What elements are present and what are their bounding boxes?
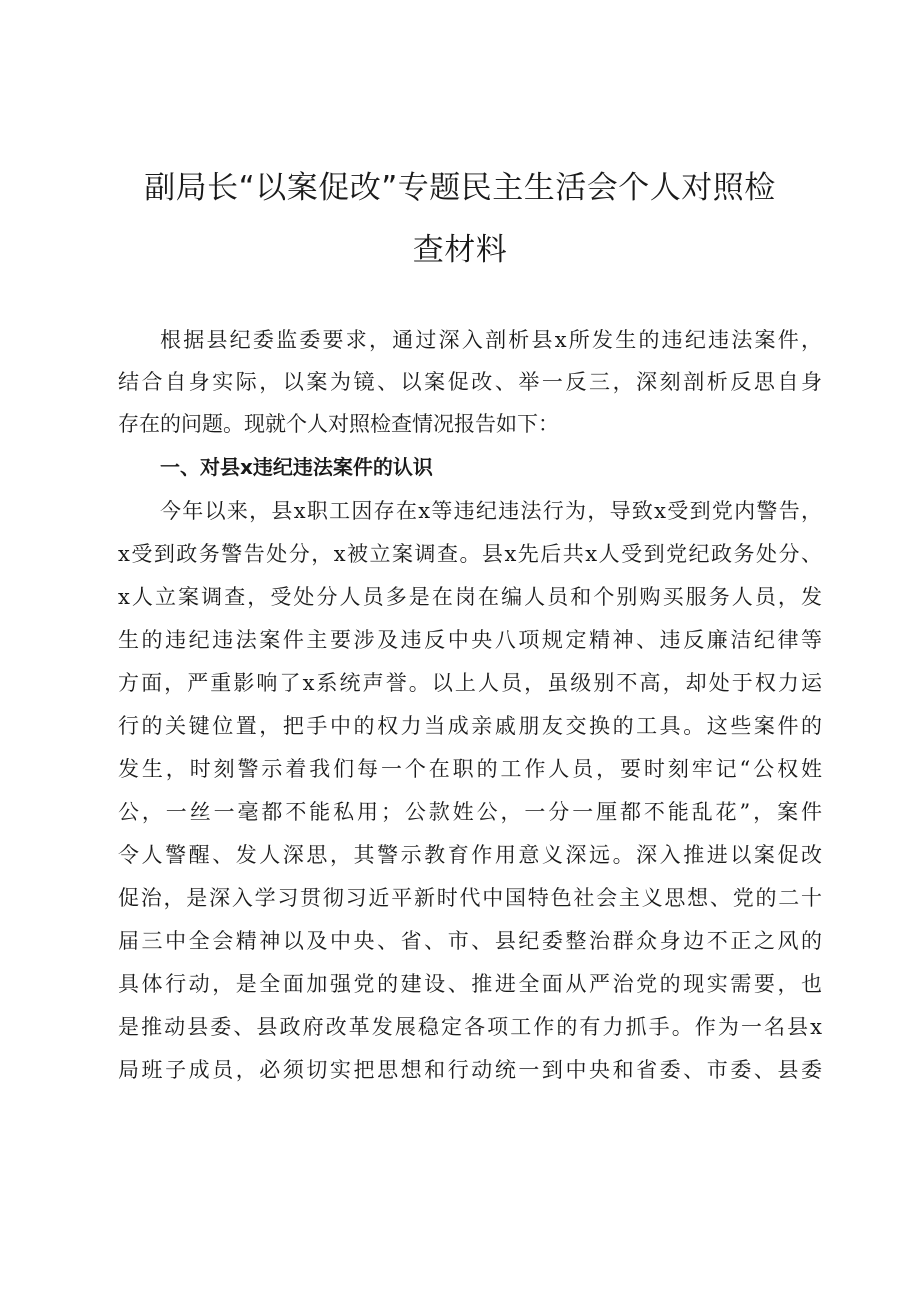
document-title-line-1: 副局长“以案促改”专题民主生活会个人对照检 [144, 170, 776, 206]
body-line: 行的关键位置，把手中的权力当成亲戚朋友交换的工具。这些案件的 [118, 714, 822, 738]
body-line: 具体行动，是全面加强党的建设、推进全面从严治党的现实需要，也 [118, 972, 822, 996]
body-line: 发生，时刻警示着我们每一个在职的工作人员，要时刻牢记“公权姓 [118, 757, 822, 781]
intro-line: 存在的问题。现就个人对照检查情况报告如下： [118, 412, 559, 436]
body-line: 促治，是深入学习贯彻习近平新时代中国特色社会主义思想、党的二十 [118, 886, 822, 910]
body-line: x人立案调查，受处分人员多是在岗在编人员和个别购买服务人员，发 [118, 585, 822, 609]
intro-line: 结合自身实际，以案为镜、以案促改、举一反三，深刻剖析反思自身 [118, 370, 822, 394]
body-line: 方面，严重影响了x系统声誉。以上人员，虽级别不高，却处于权力运 [118, 671, 822, 695]
document-title-line-2: 查材料 [412, 232, 508, 268]
body-line: 局班子成员，必须切实把思想和行动统一到中央和省委、市委、县委 [118, 1058, 822, 1082]
section-heading: 一、对县x违纪违法案件的认识 [160, 455, 433, 479]
body-line: 届三中全会精神以及中央、省、市、县纪委整治群众身边不正之风的 [118, 929, 822, 953]
body-line: 公，一丝一毫都不能私用；公款姓公，一分一厘都不能乱花”，案件 [118, 800, 822, 824]
body-line: 是推动县委、县政府改革发展稳定各项工作的有力抓手。作为一名县x [118, 1015, 822, 1039]
body-line: 今年以来，县x职工因存在x等违纪违法行为，导致x受到党内警告， [160, 499, 822, 523]
body-line: 生的违纪违法案件主要涉及违反中央八项规定精神、违反廉洁纪律等 [118, 628, 822, 652]
body-line: 令人警醒、发人深思，其警示教育作用意义深远。深入推进以案促改 [118, 843, 822, 867]
intro-line: 根据县纪委监委要求，通过深入剖析县x所发生的违纪违法案件， [160, 328, 822, 352]
body-line: x受到政务警告处分，x被立案调查。县x先后共x人受到党纪政务处分、 [118, 542, 822, 566]
